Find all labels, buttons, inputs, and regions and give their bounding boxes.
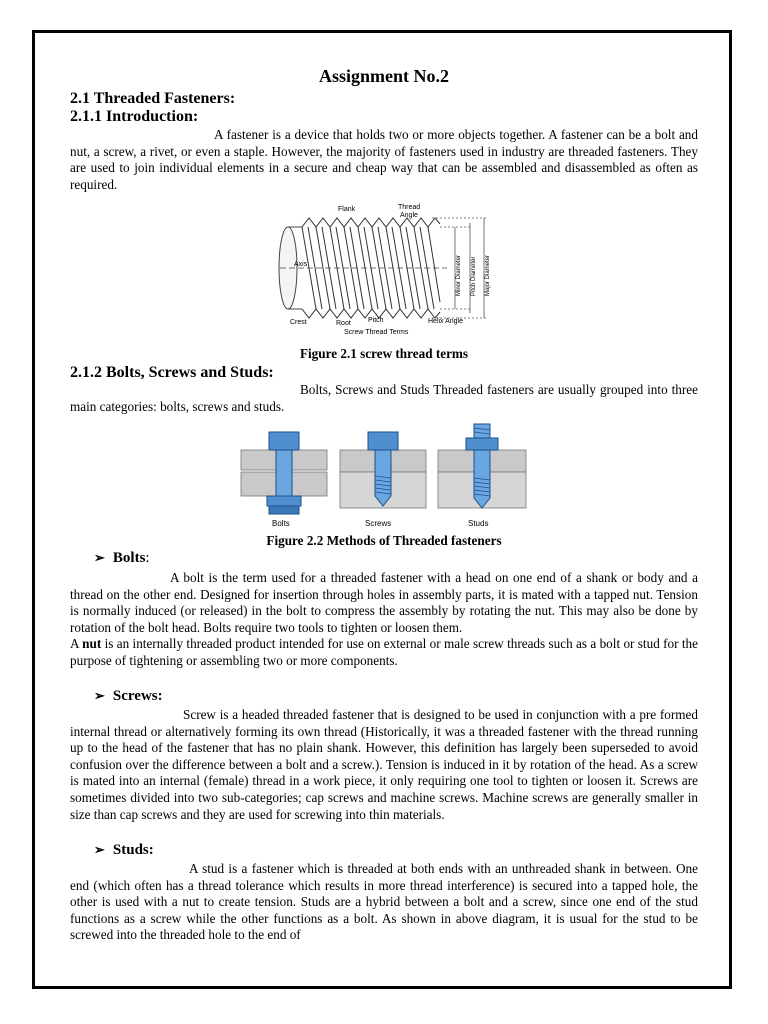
figure-2-2-caption: Figure 2.2 Methods of Threaded fasteners	[266, 533, 502, 548]
bolts-heading: Bolts	[112, 550, 146, 566]
bolts-paragraph	[70, 570, 698, 670]
label-thread-2: Angle	[400, 212, 418, 219]
nut-text	[70, 636, 698, 669]
label-subtitle: Screw Thread Terms	[344, 329, 409, 336]
nut-rest: is an internally threaded product intended for use on external or male screw threads such as a bolt or stud for the purpose of tightening or assembling two or more components.	[70, 636, 698, 668]
bullet-studs	[94, 842, 154, 859]
screws-text: Screw is a headed threaded fastener that is designed to be used in conjunction with a pre formed internal thread or alternatively forming its own thread (Historically, it was a threaded fastener with the thread running up to the head of the fastener that has no plain shank. However, this definition has largely been superseded to avoid confusion over the difference between a bolt and a screw.). Tension is induced in it by rotation of the head. As a screw is mated into an internal (female) thread in a work piece, it only requiring one tool to tighten or loosen it. Screws are sometimes divided into two sub-categories; cap screws and machine screws. Machine screws are generally smaller in size than cap screws and they are used for screwing into thin materials.	[70, 707, 698, 822]
label-major-diameter: Major Diameter	[485, 254, 491, 296]
studs-paragraph	[70, 861, 698, 944]
screws-heading: Screws:	[112, 688, 163, 704]
label-bolts: Bolts	[272, 519, 290, 528]
fastener-methods-figure	[238, 420, 530, 530]
label-helix-angle: Helix Angle	[428, 318, 464, 325]
nut-word: nut	[82, 636, 102, 652]
studs-heading: Studs:	[112, 842, 154, 858]
bolts-colon: :	[145, 550, 150, 566]
screws-paragraph	[70, 707, 698, 823]
label-thread-1: Thread	[398, 204, 421, 211]
label-crest: Crest	[290, 319, 307, 326]
label-axis: Axis	[294, 261, 308, 268]
nut-pre: A	[70, 636, 83, 652]
label-pitch: Pitch	[368, 317, 384, 324]
heading-bolts-screws-studs: 2.1.2 Bolts, Screws and Studs:	[70, 364, 274, 381]
arrow-bullet-icon: ➢	[94, 688, 105, 703]
intro-text: A fastener is a device that holds two or more objects together. A fastener can be a bolt and nut, a screw, a rivet, or even a staple. However, the majority of fasteners used in industry are threaded fasteners. They are used to join individual elements in a secure and cheap way that can be assembled and disassembled as often as required.	[70, 127, 698, 192]
bullet-screws	[94, 688, 163, 705]
label-root: Root	[336, 320, 351, 327]
studs-text: A stud is a fastener which is threaded at both ends with an unthreaded shank in between. One end (which often has a thread tolerance which results in more thread interference) is secured into a tapped hole, the other is used with a nut to create tension. Studs are a hybrid between a bolt and a screw, since one end of the stud functions as a screw while the other functions as a bolt. As shown in above diagram, it is usual for the stud to be screwed into the threaded hole to the end of	[70, 861, 698, 943]
bolts-text: A bolt is the term used for a threaded fastener with a head on one end of a shank or body and a thread on the other end. Designed for insertion through holes in assembly parts, it is mated with a tapped nut. Tension is normally induced (or released) in the bolt to compress the assembly by rotating the nut. This may also be done by rotation of the bolt head. Bolts require two tools to tighten or loosen them.	[70, 570, 698, 635]
label-minor-diameter: Minor Diameter	[456, 254, 462, 296]
heading-threaded-fasteners: 2.1 Threaded Fasteners:	[70, 90, 236, 107]
page-title: Assignment No.2	[318, 66, 449, 86]
label-pitch-diameter: Pitch Diameter	[471, 256, 477, 296]
intro-paragraph	[70, 127, 698, 193]
screw-thread-figure	[272, 198, 498, 338]
arrow-bullet-icon: ➢	[94, 842, 105, 857]
bullet-bolts	[94, 550, 150, 567]
label-screws: Screws	[365, 519, 392, 528]
heading-introduction: 2.1.1 Introduction:	[70, 108, 199, 125]
figure-2-1-caption: Figure 2.1 screw thread terms	[299, 346, 469, 361]
label-studs: Studs	[468, 519, 489, 528]
bss-paragraph	[70, 382, 698, 415]
label-flank: Flank	[338, 206, 356, 213]
bss-text: Bolts, Screws and Studs Threaded fasteners are usually grouped into three main categories: bolts, screws and studs.	[70, 382, 698, 414]
arrow-bullet-icon: ➢	[94, 550, 105, 565]
